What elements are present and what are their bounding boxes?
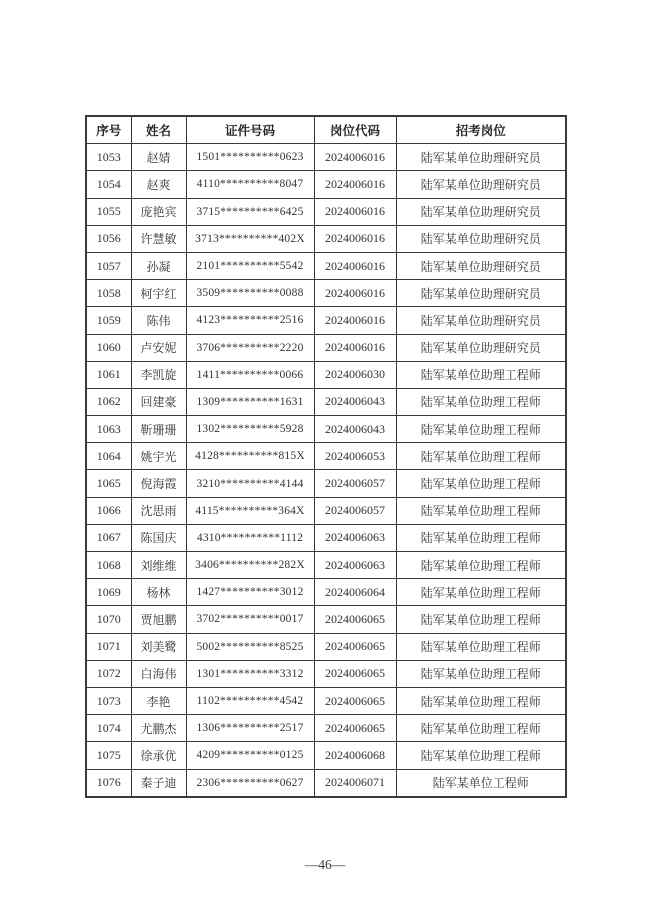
- table-row: [86, 144, 566, 171]
- cell-serial-number: 1066: [86, 497, 131, 524]
- column-header: 序号: [86, 116, 131, 144]
- cell-position-code: 2024006065: [314, 715, 396, 742]
- table-row: [86, 280, 566, 307]
- cell-id-number: 3713**********402X: [186, 225, 314, 252]
- cell-serial-number: 1056: [86, 225, 131, 252]
- cell-position-code: 2024006064: [314, 579, 396, 606]
- cell-position-title: 陆军某单位助理工程师: [396, 497, 566, 524]
- cell-name: 回建豪: [131, 388, 186, 415]
- cell-name: 姚宇光: [131, 443, 186, 470]
- cell-position-code: 2024006016: [314, 144, 396, 171]
- cell-position-title: 陆军某单位助理研究员: [396, 198, 566, 225]
- table-row: [86, 470, 566, 497]
- cell-serial-number: 1074: [86, 715, 131, 742]
- cell-position-title: 陆军某单位助理研究员: [396, 144, 566, 171]
- table-row: [86, 715, 566, 742]
- cell-position-code: 2024006063: [314, 524, 396, 551]
- cell-id-number: 4123**********2516: [186, 307, 314, 334]
- cell-serial-number: 1069: [86, 579, 131, 606]
- cell-id-number: 3509**********0088: [186, 280, 314, 307]
- cell-position-title: 陆军某单位助理研究员: [396, 280, 566, 307]
- table-row: [86, 307, 566, 334]
- cell-serial-number: 1063: [86, 416, 131, 443]
- table-row: [86, 416, 566, 443]
- cell-name: 贾旭鹏: [131, 606, 186, 633]
- table-head: [86, 116, 566, 144]
- cell-id-number: 5002**********8525: [186, 633, 314, 660]
- cell-name: 徐承优: [131, 742, 186, 769]
- cell-name: 倪海霞: [131, 470, 186, 497]
- cell-serial-number: 1076: [86, 769, 131, 797]
- cell-position-title: 陆军某单位助理工程师: [396, 742, 566, 769]
- cell-id-number: 2101**********5542: [186, 252, 314, 279]
- cell-position-code: 2024006016: [314, 252, 396, 279]
- cell-serial-number: 1062: [86, 388, 131, 415]
- cell-name: 陈国庆: [131, 524, 186, 551]
- cell-position-title: 陆军某单位助理工程师: [396, 633, 566, 660]
- cell-name: 李凯旋: [131, 361, 186, 388]
- cell-name: 尤鹏杰: [131, 715, 186, 742]
- table-row: [86, 606, 566, 633]
- cell-name: 赵爽: [131, 171, 186, 198]
- table-row: [86, 633, 566, 660]
- cell-name: 柯宇红: [131, 280, 186, 307]
- table-header-row: [86, 116, 566, 144]
- cell-serial-number: 1071: [86, 633, 131, 660]
- cell-serial-number: 1057: [86, 252, 131, 279]
- cell-position-code: 2024006063: [314, 552, 396, 579]
- cell-serial-number: 1067: [86, 524, 131, 551]
- table-row: [86, 769, 566, 797]
- cell-position-title: 陆军某单位助理工程师: [396, 416, 566, 443]
- cell-position-code: 2024006016: [314, 334, 396, 361]
- table-row: [86, 443, 566, 470]
- cell-name: 庞艳宾: [131, 198, 186, 225]
- cell-position-code: 2024006065: [314, 687, 396, 714]
- cell-id-number: 2306**********0627: [186, 769, 314, 797]
- cell-position-code: 2024006053: [314, 443, 396, 470]
- cell-position-code: 2024006068: [314, 742, 396, 769]
- table-row: [86, 388, 566, 415]
- cell-serial-number: 1053: [86, 144, 131, 171]
- cell-serial-number: 1061: [86, 361, 131, 388]
- cell-serial-number: 1058: [86, 280, 131, 307]
- table-row: [86, 225, 566, 252]
- table-row: [86, 497, 566, 524]
- cell-name: 白海伟: [131, 660, 186, 687]
- cell-id-number: 1501**********0623: [186, 144, 314, 171]
- cell-name: 刘维维: [131, 552, 186, 579]
- table-row: [86, 552, 566, 579]
- cell-position-title: 陆军某单位助理工程师: [396, 524, 566, 551]
- table-body: [86, 144, 566, 797]
- table-row: [86, 660, 566, 687]
- cell-id-number: 4128**********815X: [186, 443, 314, 470]
- cell-name: 许慧敏: [131, 225, 186, 252]
- cell-position-code: 2024006016: [314, 225, 396, 252]
- table-row: [86, 579, 566, 606]
- cell-position-title: 陆军某单位助理工程师: [396, 470, 566, 497]
- cell-name: 秦子迪: [131, 769, 186, 797]
- cell-serial-number: 1055: [86, 198, 131, 225]
- cell-id-number: 3210**********4144: [186, 470, 314, 497]
- cell-position-title: 陆军某单位助理研究员: [396, 307, 566, 334]
- cell-position-title: 陆军某单位助理工程师: [396, 443, 566, 470]
- cell-id-number: 1427**********3012: [186, 579, 314, 606]
- column-header: 岗位代码: [314, 116, 396, 144]
- cell-position-code: 2024006065: [314, 606, 396, 633]
- cell-id-number: 4115**********364X: [186, 497, 314, 524]
- cell-id-number: 3702**********0017: [186, 606, 314, 633]
- cell-position-title: 陆军某单位助理工程师: [396, 660, 566, 687]
- cell-id-number: 4310**********1112: [186, 524, 314, 551]
- cell-position-title: 陆军某单位工程师: [396, 769, 566, 797]
- cell-position-title: 陆军某单位助理研究员: [396, 225, 566, 252]
- cell-position-title: 陆军某单位助理工程师: [396, 606, 566, 633]
- cell-name: 陈伟: [131, 307, 186, 334]
- cell-position-code: 2024006043: [314, 388, 396, 415]
- cell-position-title: 陆军某单位助理工程师: [396, 388, 566, 415]
- cell-id-number: 3406**********282X: [186, 552, 314, 579]
- cell-position-code: 2024006057: [314, 497, 396, 524]
- cell-name: 卢安妮: [131, 334, 186, 361]
- cell-position-title: 陆军某单位助理研究员: [396, 171, 566, 198]
- cell-position-title: 陆军某单位助理工程师: [396, 552, 566, 579]
- recruitment-candidates-table: [85, 115, 567, 798]
- cell-serial-number: 1064: [86, 443, 131, 470]
- cell-id-number: 4110**********8047: [186, 171, 314, 198]
- cell-position-code: 2024006071: [314, 769, 396, 797]
- cell-name: 赵婧: [131, 144, 186, 171]
- cell-position-code: 2024006065: [314, 660, 396, 687]
- cell-position-code: 2024006016: [314, 198, 396, 225]
- cell-position-title: 陆军某单位助理工程师: [396, 687, 566, 714]
- table-row: [86, 334, 566, 361]
- cell-serial-number: 1070: [86, 606, 131, 633]
- cell-id-number: 1411**********0066: [186, 361, 314, 388]
- cell-name: 靳珊珊: [131, 416, 186, 443]
- table-row: [86, 252, 566, 279]
- cell-position-title: 陆军某单位助理工程师: [396, 579, 566, 606]
- table-row: [86, 687, 566, 714]
- cell-id-number: 1302**********5928: [186, 416, 314, 443]
- cell-id-number: 1306**********2517: [186, 715, 314, 742]
- cell-position-title: 陆军某单位助理研究员: [396, 252, 566, 279]
- cell-id-number: 4209**********0125: [186, 742, 314, 769]
- cell-serial-number: 1073: [86, 687, 131, 714]
- cell-serial-number: 1059: [86, 307, 131, 334]
- cell-id-number: 1102**********4542: [186, 687, 314, 714]
- table-row: [86, 361, 566, 388]
- cell-position-code: 2024006043: [314, 416, 396, 443]
- column-header: 姓名: [131, 116, 186, 144]
- cell-name: 杨林: [131, 579, 186, 606]
- cell-position-code: 2024006030: [314, 361, 396, 388]
- cell-position-code: 2024006016: [314, 307, 396, 334]
- table-row: [86, 524, 566, 551]
- cell-id-number: 3715**********6425: [186, 198, 314, 225]
- cell-position-title: 陆军某单位助理工程师: [396, 361, 566, 388]
- cell-name: 孙凝: [131, 252, 186, 279]
- cell-serial-number: 1068: [86, 552, 131, 579]
- cell-id-number: 3706**********2220: [186, 334, 314, 361]
- cell-serial-number: 1060: [86, 334, 131, 361]
- column-header: 招考岗位: [396, 116, 566, 144]
- cell-position-code: 2024006057: [314, 470, 396, 497]
- column-header: 证件号码: [186, 116, 314, 144]
- cell-position-code: 2024006065: [314, 633, 396, 660]
- table-row: [86, 171, 566, 198]
- cell-serial-number: 1054: [86, 171, 131, 198]
- cell-name: 李艳: [131, 687, 186, 714]
- cell-position-title: 陆军某单位助理研究员: [396, 334, 566, 361]
- cell-position-code: 2024006016: [314, 280, 396, 307]
- cell-position-title: 陆军某单位助理工程师: [396, 715, 566, 742]
- cell-serial-number: 1065: [86, 470, 131, 497]
- cell-id-number: 1301**********3312: [186, 660, 314, 687]
- table-row: [86, 742, 566, 769]
- table-row: [86, 198, 566, 225]
- page-number: —46—: [304, 857, 346, 872]
- cell-position-code: 2024006016: [314, 171, 396, 198]
- cell-name: 沈思雨: [131, 497, 186, 524]
- cell-id-number: 1309**********1631: [186, 388, 314, 415]
- cell-serial-number: 1075: [86, 742, 131, 769]
- cell-name: 刘美鹭: [131, 633, 186, 660]
- cell-serial-number: 1072: [86, 660, 131, 687]
